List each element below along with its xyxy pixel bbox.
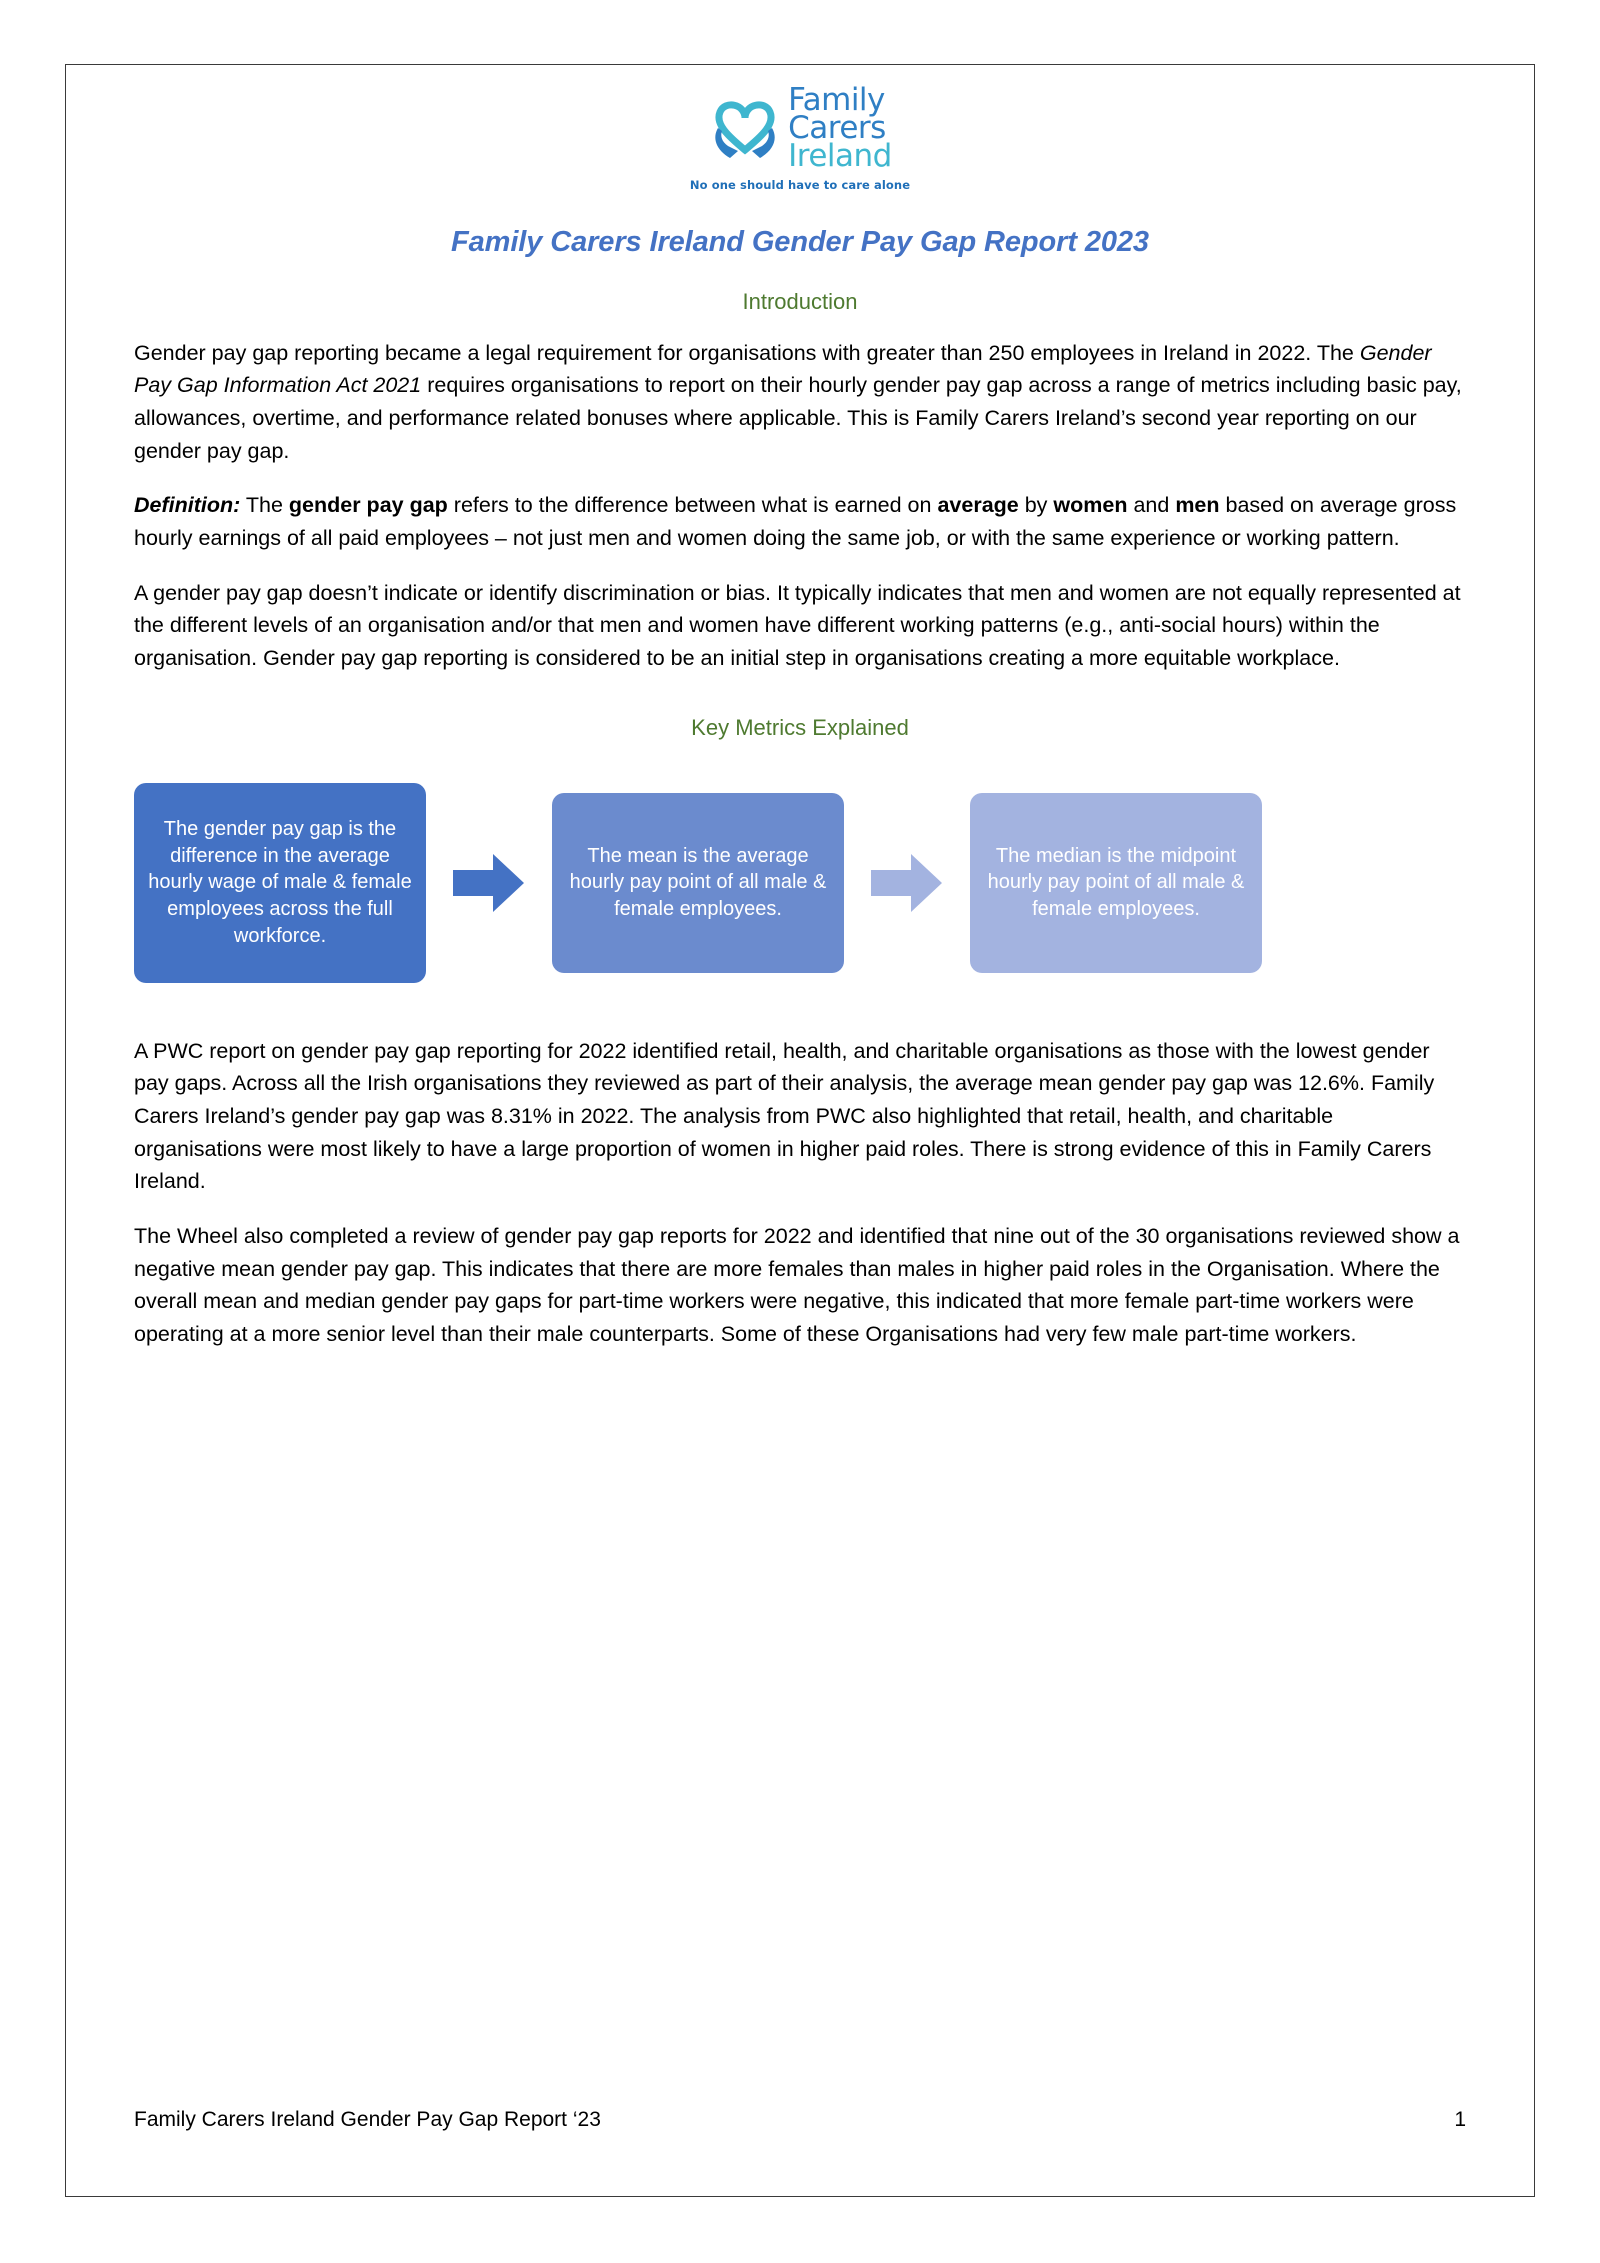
arrow-right-icon-1 <box>453 852 525 914</box>
definition-label: Definition: <box>134 493 241 518</box>
term-average: average <box>937 493 1019 518</box>
footer-page-number: 1 <box>1454 2108 1466 2131</box>
logo-container <box>134 65 1466 192</box>
p2-text-part4: and <box>1127 493 1176 518</box>
paragraph-legal-requirement <box>134 337 1466 468</box>
term-women: women <box>1053 493 1128 518</box>
act-title-italic: Gender Pay Gap Information Act 2021 <box>134 340 1432 398</box>
paragraph-pwc-report: A PWC report on gender pay gap reporting for 2022 identified retail, health, and charitable organisations as those with the lowest gender pay gaps. Across all the Irish organisations they reviewed as part of their analysis, the average mean gender pay gap was 12.6%. Family Carers Ireland’s gender pay gap was 8.31% in 2022. The analysis from PWC also highlighted that retail, health, and charitable organisations were most likely to have a large proportion of women in higher paid roles. There is strong evidence of this in Family Carers Ireland. <box>134 1038 1435 1194</box>
logo-line-3: Ireland <box>788 137 892 174</box>
heart-hands-icon <box>708 88 782 169</box>
logo-line-1: Family <box>788 82 885 118</box>
paragraph-no-discrimination: A gender pay gap doesn’t indicate or identify discrimination or bias. It typically indicates that men and women are not equally represented at the different levels of an organisation and/or that men and women have different working patterns (e.g., anti-social hours) within the organisation. Gender pay gap reporting is considered to be an initial step in organisations creating a more equitable workplace. <box>134 580 1461 671</box>
logo-line-2: Carers <box>788 109 886 146</box>
p1-text-part1: Gender pay gap reporting became a legal requirement for organisations with greater than 250 employees in Ireland in 2022. The <box>134 340 1360 365</box>
key-metrics-flow-diagram <box>134 783 1466 983</box>
p1-text-part2: requires organisations to report on their hourly gender pay gap across a range of metrics including basic pay, allowances, overtime, and performance related bonuses where applicable. This is Family Carers Ireland’s second year reporting on our gender pay gap. <box>134 373 1462 463</box>
p2-text-part1: The <box>240 493 289 518</box>
section-heading-key-metrics: Key Metrics Explained <box>691 714 909 740</box>
flow-box-median: The median is the midpoint hourly pay point of all male & female employees. <box>970 793 1262 973</box>
p2-text-part5: based on average gross hourly earnings of all paid employees – not just men and women doing the same job, or with the same experience or working pattern. <box>134 493 1457 551</box>
family-carers-ireland-logo <box>685 82 915 192</box>
document-page <box>65 64 1535 2197</box>
section-heading-introduction: Introduction <box>742 288 858 314</box>
term-gender-pay-gap: gender pay gap <box>288 493 448 518</box>
paragraph-definition <box>134 489 1466 554</box>
logo-tagline: No one should have to care alone <box>689 177 911 192</box>
p2-text-part3: by <box>1018 493 1054 518</box>
page-title: Family Carers Ireland Gender Pay Gap Report 2023 <box>451 225 1149 258</box>
arrow-right-icon-2 <box>871 852 943 914</box>
p2-text-part2: refers to the difference between what is earned on <box>447 493 938 518</box>
flow-box-mean: The mean is the average hourly pay point of all male & female employees. <box>552 793 844 973</box>
paragraph-the-wheel-review: The Wheel also completed a review of gender pay gap reports for 2022 and identified that nine out of the 30 organisations reviewed show a negative mean gender pay gap. This indicates that there are more females than males in higher paid roles in the Organisation. Where the overall mean and median gender pay gaps for part-time workers were negative, this indicated that more female part-time workers were operating at a more senior level than their male counterparts. Some of these Organisations had very few male part-time workers. <box>134 1224 1460 1347</box>
page-footer <box>134 2108 1466 2132</box>
flow-box-gender-pay-gap: The gender pay gap is the difference in the average hourly wage of male & female employees across the full workforce. <box>134 783 426 983</box>
term-men: men <box>1175 493 1220 518</box>
footer-report-label: Family Carers Ireland Gender Pay Gap Report ‘23 <box>134 2108 601 2131</box>
logo-wordmark <box>788 82 892 174</box>
